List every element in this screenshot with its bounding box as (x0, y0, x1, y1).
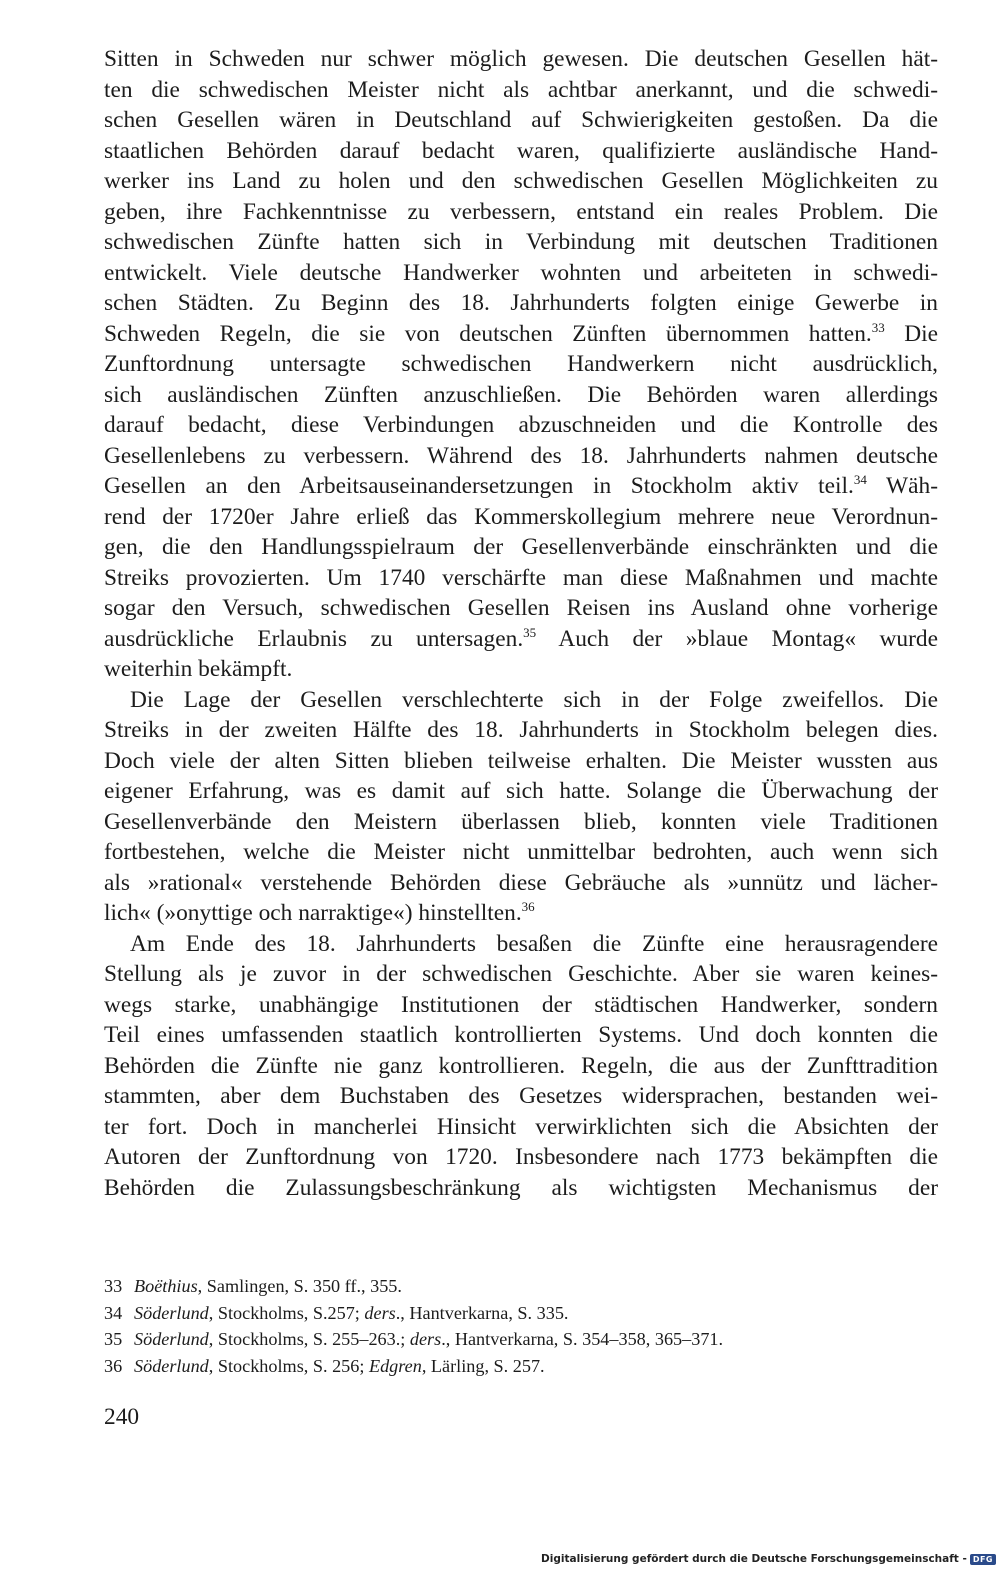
footnotes (104, 1273, 938, 1379)
text-line (104, 349, 938, 380)
text-line (104, 441, 938, 472)
footnote-author: Edgren (368, 1355, 422, 1376)
text-line-content: entwickelt. Viele deutsche Handwerker wohnten und arbeiteten in schwedi- (104, 259, 938, 286)
footnote-number: 34 (104, 1302, 123, 1323)
text-line-content: schen Städten. Zu Beginn des 18. Jahrhunderts folgten einige Gewerbe in (104, 290, 938, 316)
text-line (104, 959, 938, 990)
text-line (104, 807, 938, 838)
text-line (104, 75, 938, 106)
text-line (104, 227, 938, 258)
text-line-content: ausdrückliche Erlaubnis zu untersagen. (104, 625, 524, 652)
text-line (104, 868, 938, 899)
text-line (104, 776, 938, 807)
text-line-content: ten die schwedischen Meister nicht als achtbar anerkannt, und die schwedi- (104, 76, 938, 103)
footer-text: Digitalisierung gefördert durch die Deutsche Forschungsgemeinschaft - (541, 1553, 967, 1565)
text-line-content: Behörden die Zulassungsbeschränkung als wichtigsten Mechanismus der (104, 1174, 938, 1201)
footnote-reference: 34 (853, 472, 867, 487)
footnote-author: Söderlund (134, 1355, 209, 1376)
text-line (104, 258, 938, 289)
text-line-content: sogar den Versuch, schwedischen Gesellen Reisen ins Ausland ohne vorherige (104, 595, 938, 621)
text-line-tail: Die (884, 320, 938, 347)
text-line (104, 197, 938, 228)
text-line (104, 1020, 938, 1051)
text-line (104, 1081, 938, 1112)
text-line-content: gen, die den Handlungsspielraum der Gesellenverbände einschränkten und die (104, 534, 938, 560)
text-line (104, 319, 938, 350)
text-line-content: lich« (»onyttige och narraktige«) hinstellten. (104, 900, 522, 926)
text-line (104, 166, 938, 197)
footnote-text: , Samlingen, S. 350 ff., 355. (197, 1276, 402, 1296)
text-line-content: eigener Erfahrung, was es damit auf sich hatte. Solange die Überwachung der (104, 778, 938, 804)
footnote (104, 1326, 938, 1353)
footnote-reference: 36 (521, 899, 535, 914)
text-line-content: Gesellenverbände den Meistern überlassen blieb, konnten viele Traditionen (104, 808, 938, 835)
text-line (104, 1173, 938, 1204)
text-line-content: staatlichen Behörden darauf bedacht waren, qualifizierte ausländische Hand- (104, 137, 938, 164)
footnote-number: 33 (104, 1276, 123, 1296)
text-line (104, 136, 938, 167)
text-line-content: geben, ihre Fachkenntnisse zu verbessern, entstand ein reales Problem. Die (104, 198, 938, 225)
footnote-number: 36 (104, 1355, 123, 1376)
footnote-reference: 33 (871, 319, 885, 335)
footnote-text: ., Hantverkarna, S. 354–358, 365–371. (441, 1329, 724, 1349)
text-line (104, 654, 938, 685)
text-line-tail: Auch der »blaue Montag« wurde (536, 625, 938, 652)
text-line-content: stammten, aber dem Buchstaben des Gesetzes widersprachen, bestanden wei- (104, 1083, 938, 1109)
text-line-content: Stellung als je zuvor in der schwedischen Geschichte. Aber sie waren keines- (104, 961, 938, 987)
text-line-content: als »rational« verstehende Behörden diese Gebräuche als »unnütz und lächer- (104, 869, 938, 896)
text-line-content: Die Lage der Gesellen verschlechterte sich in der Folge zweifellos. Die (130, 686, 938, 713)
text-line-content: werker ins Land zu holen und den schwedischen Gesellen Möglichkeiten zu (104, 168, 938, 194)
text-line-content: fortbestehen, welche die Meister nicht unmittelbar bedrohten, auch wenn sich (104, 839, 938, 865)
text-line (104, 593, 938, 624)
text-line-content: rend der 1720er Jahre erließ das Kommerskollegium mehrere neue Verordnun- (104, 503, 938, 530)
footnote (104, 1273, 938, 1300)
text-line (104, 624, 938, 655)
text-line-content: Doch viele der alten Sitten blieben teilweise erhalten. Die Meister wussten aus (104, 747, 938, 774)
text-line-content: Autoren der Zunftordnung von 1720. Insbesondere nach 1773 bekämpften die (104, 1144, 938, 1170)
text-line-content: Streiks in der zweiten Hälfte des 18. Jahrhunderts in Stockholm belegen dies. (104, 717, 938, 743)
text-line (104, 502, 938, 533)
text-line-content: Zunftordnung untersagte schwedischen Handwerkern nicht ausdrücklich, (104, 351, 938, 377)
text-line-content: ter fort. Doch in mancherlei Hinsicht verwirklichten sich die Absichten der (104, 1113, 938, 1140)
footnote-text: , Stockholms, S.257; (208, 1302, 365, 1323)
text-line (104, 563, 938, 594)
text-line (104, 471, 938, 502)
text-line (104, 990, 938, 1021)
text-line-tail: Wäh- (866, 473, 938, 499)
text-line-content: Teil eines umfassenden staatlich kontrollierten Systems. Und doch konnten die (104, 1022, 938, 1048)
text-line-content: schwedischen Zünfte hatten sich in Verbindung mit deutschen Traditionen (104, 229, 938, 255)
footnote-author: Söderlund (134, 1329, 209, 1349)
dfg-logo: DFG (970, 1554, 996, 1565)
footnote (104, 1353, 938, 1380)
text-line (104, 288, 938, 319)
text-line-content: sich ausländischen Zünften anzuschließen. Die Behörden waren allerdings (104, 381, 938, 408)
footnote-text: , Stockholms, S. 255–263.; (208, 1329, 410, 1349)
text-line (104, 929, 938, 960)
text-line-content: Gesellen an den Arbeitsauseinandersetzungen in Stockholm aktiv teil. (104, 473, 854, 499)
text-line-content: weiterhin bekämpft. (104, 656, 293, 682)
body-text (104, 44, 938, 1203)
text-line (104, 410, 938, 441)
footnote-text: , Stockholms, S. 256; (208, 1355, 369, 1376)
text-line (104, 532, 938, 563)
text-line (104, 898, 938, 929)
text-line (104, 1142, 938, 1173)
text-line (104, 1051, 938, 1082)
text-line-content: Am Ende des 18. Jahrhunderts besaßen die Zünfte eine herausragendere (130, 930, 938, 957)
text-line-content: Behörden die Zünfte nie ganz kontrollieren. Regeln, die aus der Zunfttradition (104, 1052, 938, 1079)
page-number: 240 (104, 1404, 140, 1430)
footnote-author: Boëthius (134, 1276, 198, 1296)
text-line-content: Sitten in Schweden nur schwer möglich gewesen. Die deutschen Gesellen hät- (104, 46, 938, 72)
footnote-text: , Lärling, S. 257. (421, 1355, 545, 1376)
text-line-content: wegs starke, unabhängige Institutionen der städtischen Handwerker, sondern (104, 991, 938, 1018)
text-line-content: darauf bedacht, diese Verbindungen abzuschneiden und die Kontrolle des (104, 412, 938, 438)
text-line-content: Schweden Regeln, die sie von deutschen Zünften übernommen hatten. (104, 320, 872, 347)
text-line (104, 380, 938, 411)
text-line-content: Streiks provozierten. Um 1740 verschärfte man diese Maßnahmen und machte (104, 564, 938, 591)
footnote-author: ders (409, 1329, 442, 1349)
footnote-text: ., Hantverkarna, S. 335. (395, 1302, 569, 1323)
footnote (104, 1300, 938, 1327)
text-line (104, 1112, 938, 1143)
text-line-content: schen Gesellen wären in Deutschland auf Schwierigkeiten gestoßen. Da die (104, 107, 938, 133)
footnote-number: 35 (104, 1329, 123, 1349)
text-line (104, 837, 938, 868)
text-line (104, 685, 938, 716)
text-line (104, 715, 938, 746)
text-line-content: Gesellenlebens zu verbessern. Während des 18. Jahrhunderts nahmen deutsche (104, 442, 938, 469)
footnote-author: ders (364, 1302, 396, 1323)
digitization-footer (541, 1553, 996, 1565)
text-line (104, 44, 938, 75)
footnote-reference: 35 (523, 624, 537, 640)
text-line (104, 746, 938, 777)
text-line (104, 105, 938, 136)
footnote-author: Söderlund (134, 1302, 209, 1323)
